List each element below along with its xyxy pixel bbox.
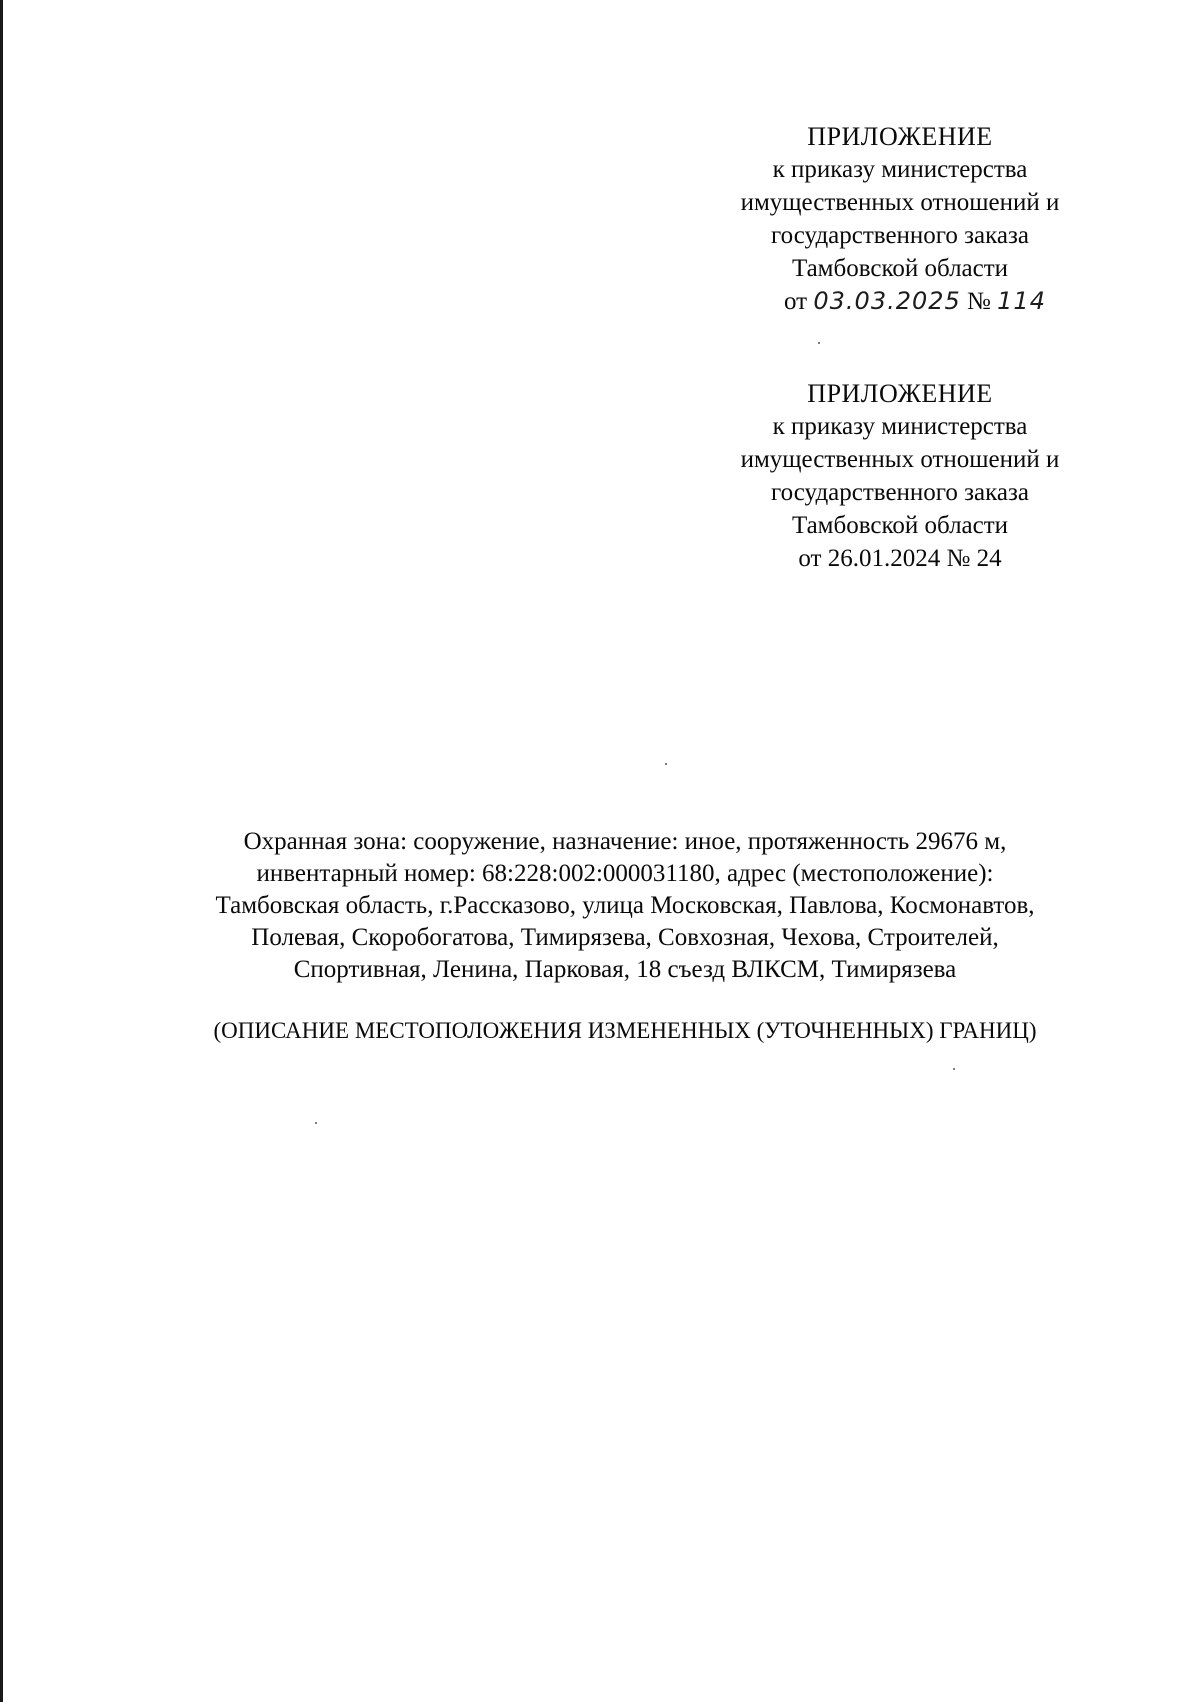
appendix-line-3: государственного заказа (771, 222, 1029, 249)
object-description-line-3: Тамбовская область, г.Рассказово, улица Московская, Павлова, Космонавтов, (215, 892, 1035, 919)
number-prefix: № (967, 288, 991, 315)
appendix-date-line: от 26.01.2024 № 24 (798, 545, 1002, 572)
scan-speck (953, 1068, 955, 1070)
object-description (100, 826, 1150, 986)
handwritten-number: 114 (997, 287, 1046, 315)
appendix-date-line (700, 285, 1100, 318)
scan-speck (315, 1122, 317, 1124)
appendix-line-1: к приказу министерства (772, 413, 1028, 440)
object-description-line-2: инвентарный номер: 68:228:002:000031180, адрес (местоположение): (256, 860, 994, 887)
appendix-line-3: государственного заказа (771, 479, 1029, 506)
date-prefix: от (784, 288, 808, 315)
scan-speck (818, 342, 820, 344)
handwritten-date: 03.03.2025 (813, 287, 961, 315)
appendix-line-4: Тамбовской области (791, 512, 1009, 539)
appendix-header-previous (700, 377, 1100, 575)
appendix-line-1: к приказу министерства (772, 156, 1028, 183)
appendix-line-2: имущественных отношений и (740, 189, 1060, 216)
appendix-line-4: Тамбовской области (791, 255, 1009, 282)
object-description-line-1: Охранная зона: сооружение, назначение: иное, протяженность 29676 м, (243, 828, 1007, 855)
object-description-line-4: Полевая, Скоробогатова, Тимирязева, Совхозная, Чехова, Строителей, (251, 924, 999, 951)
appendix-line-2: имущественных отношений и (740, 446, 1060, 473)
scan-speck (665, 763, 667, 765)
appendix-title: ПРИЛОЖЕНИЕ (807, 379, 993, 408)
section-heading: (ОПИСАНИЕ МЕСТОПОЛОЖЕНИЯ ИЗМЕНЕННЫХ (УТОЧНЕННЫХ) ГРАНИЦ) (213, 1018, 1037, 1043)
scan-left-edge (0, 0, 3, 1702)
appendix-title: ПРИЛОЖЕНИЕ (807, 122, 993, 151)
object-description-line-5: Спортивная, Ленина, Парковая, 18 съезд ВЛКСМ, Тимирязева (293, 956, 957, 983)
appendix-header-current (700, 120, 1100, 318)
